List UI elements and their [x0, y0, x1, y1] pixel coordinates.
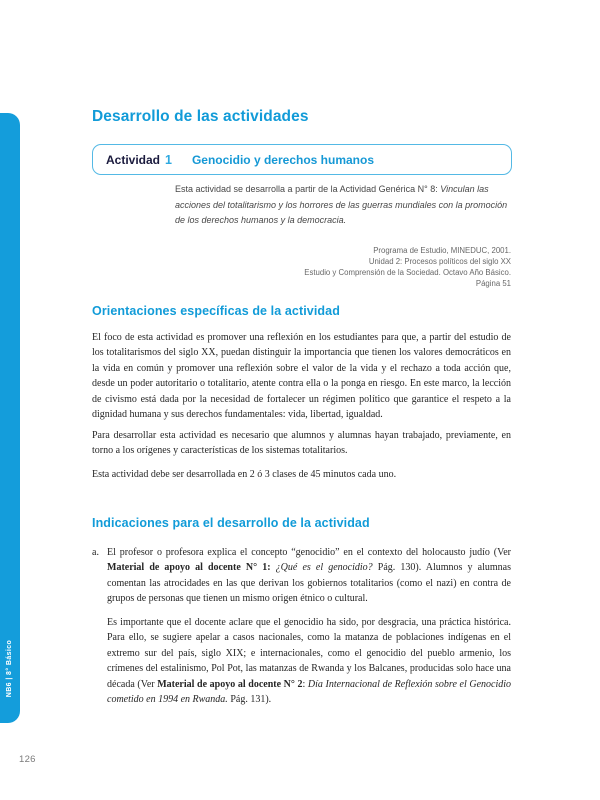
sidebar-band-label: NB6 | 8° Básico	[6, 639, 14, 697]
list-item-a	[92, 545, 511, 607]
sidebar-band-label-wrap	[0, 636, 20, 700]
section-heading-indicaciones: Indicaciones para el desarrollo de la actividad	[92, 516, 370, 530]
section-heading-orientaciones: Orientaciones específicas de la actividad	[92, 304, 340, 318]
page-number: 126	[19, 754, 36, 765]
intro-italic-text: Vinculan las acciones del totalitarismo y los horrores de las guerras mundiales con la promoción de los derechos humanos y la democracia.	[175, 184, 508, 226]
item-a-p1-italic-title: ¿Qué es el genocidio?	[275, 562, 373, 574]
item-a-p1-text: Pág. 130). Alumnos y alumnas comentan las atrocidades en las que derivan los gobiernos totalitarios (como el nazi) en contra de grupos de personas que tienen un mismo origen étnico o cultural.	[107, 562, 511, 605]
list-item-a-paragraph-1	[107, 545, 511, 607]
citation-line: Estudio y Comprensión de la Sociedad. Octavo Año Básico.	[304, 268, 511, 277]
activity-label: Actividad	[106, 152, 161, 167]
intro-paragraph	[175, 182, 512, 229]
list-item-a-paragraph-2	[107, 615, 511, 707]
item-a-p2-text: :	[302, 678, 308, 690]
orientaciones-paragraph-3: Esta actividad debe ser desarrollada en 2 ó 3 clases de 45 minutos cada uno.	[92, 469, 397, 480]
list-item-a-marker: a.	[92, 547, 99, 558]
activity-number: 1	[165, 152, 172, 167]
sidebar-band	[0, 113, 20, 723]
orientaciones-paragraph-2: Para desarrollar esta actividad es necesario que alumnos y alumnas hayan trabajado, previamente, en torno a los orígenes y características de los sistemas totalitarios.	[92, 430, 511, 457]
orientaciones-paragraph-1: El foco de esta actividad es promover una reflexión en los estudiantes para que, a partir del estudio de los totalitarismos del siglo XX, puedan distinguir la importancia que tienen los valores democráticos en la vida en común y promover una reflexión sobre el valor de la vida y el rechazo a toda acción que, desde un poder autoritario o totalitario, atente contra ella o la ponga en riesgo. En este marco, la lección de civismo está dada por la necesidad de fortalecer un régimen político que garantice el respeto a la dignidad humana y sus derechos fundamentales: vida, libertad, igualdad.	[92, 332, 511, 421]
item-a-p1-bold-ref: Material de apoyo al docente N° 1:	[107, 562, 271, 574]
item-a-p2-text: Pág. 131).	[227, 694, 272, 706]
page-title: Desarrollo de las actividades	[92, 108, 309, 125]
intro-lead-text: Esta actividad se desarrolla a partir de la Actividad Genérica N° 8:	[175, 184, 441, 194]
item-a-p2-text: Es importante que el docente aclare que el genocidio ha sido, por desgracia, una práctica histórica. Para ello, se sugiere apelar a casos nacionales, como la matanza de poblaciones indígenas en el extremo sur del país, siglo XIX; e internacionales, como el genocidio del pueblo armenio, los crímenes del estalinismo, Pol Pot, las matanzas de Rwanda y los Balcanes, producidas solo hace una década (Ver	[107, 617, 511, 690]
citation-line: Unidad 2: Procesos políticos del siglo XX	[368, 257, 511, 266]
citation-block	[175, 245, 511, 289]
citation-line: Programa de Estudio, MINEDUC, 2001.	[373, 246, 511, 255]
item-a-p1-text: El profesor o profesora explica el concepto “genocidio” en el contexto del holocausto judío (Ver	[107, 547, 511, 558]
activity-box	[92, 144, 512, 175]
citation-line: Página 51	[475, 279, 511, 288]
item-a-p2-bold-ref: Material de apoyo al docente N° 2	[157, 678, 303, 690]
item-a-p2-italic-title: Día Internacional de Reflexión sobre el Genocidio cometido en 1994 en Rwanda.	[107, 678, 512, 706]
activity-name: Genocidio y derechos humanos	[191, 152, 375, 167]
